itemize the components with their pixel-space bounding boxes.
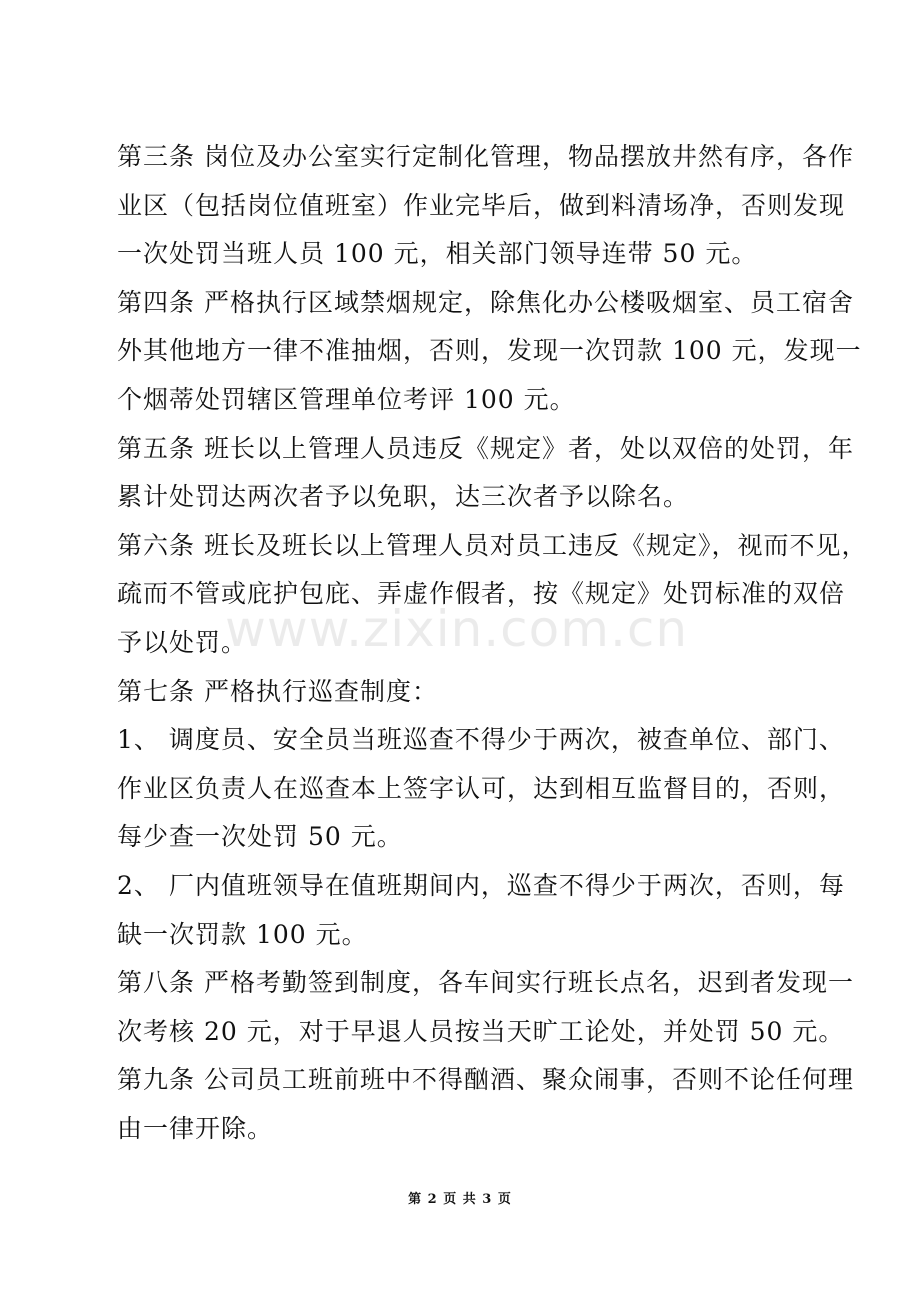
text-line: 个烟蒂处罚辖区管理单位考评 100 元。 [117, 384, 576, 414]
text-line: 第四条 严格执行区域禁烟规定，除焦化办公楼吸烟室、员工宿舍 [117, 287, 854, 317]
text-line: 第六条 班长及班长以上管理人员对员工违反《规定》，视而不见， [117, 530, 868, 560]
text-line: 累计处罚达两次者予以免职，达三次者予以除名。 [117, 482, 690, 512]
text-line: 缺一次罚款 100 元。 [117, 919, 368, 949]
text-line: 第八条 严格考勤签到制度，各车间实行班长点名，迟到者发现一 [117, 968, 854, 998]
text-line: 予以处罚。 [117, 627, 248, 657]
text-line: 1、 调度员、安全员当班巡查不得少于两次，被查单位、部门、 [117, 725, 845, 755]
page-number-footer: 第 2 页 共 3 页 [408, 1192, 512, 1207]
text-line: 一次处罚当班人员 100 元，相关部门领导连带 50 元。 [117, 239, 758, 269]
text-line: 第五条 班长以上管理人员违反《规定》者，处以双倍的处罚，年 [117, 433, 854, 463]
text-line: 疏而不管或庇护包庇、弄虚作假者，按《规定》处罚标准的双倍 [117, 579, 846, 609]
watermark: www.zixin.com.cn [225, 600, 689, 658]
text-line: 业区（包括岗位值班室）作业完毕后，做到料清场净，否则发现 [117, 190, 846, 220]
text-line: 每少查一次处罚 50 元。 [117, 822, 403, 852]
text-line: 第七条 严格执行巡查制度： [117, 676, 438, 706]
text-line: 由一律开除。 [117, 1113, 274, 1143]
text-line: 第九条 公司员工班前班中不得酗酒、聚众闹事，否则不论任何理 [117, 1065, 854, 1095]
text-line: 作业区负责人在巡查本上签字认可，达到相互监督目的，否则， [117, 773, 846, 803]
text-line: 次考核 20 元，对于早退人员按当天旷工论处，并处罚 50 元。 [117, 1016, 845, 1046]
text-line: 第三条 岗位及办公室实行定制化管理，物品摆放井然有序，各作 [117, 142, 854, 171]
text-line: 外其他地方一律不准抽烟，否则，发现一次罚款 100 元，发现一 [117, 336, 862, 366]
text-line: 2、 厂内值班领导在值班期间内，巡查不得少于两次，否则，每 [117, 870, 845, 900]
